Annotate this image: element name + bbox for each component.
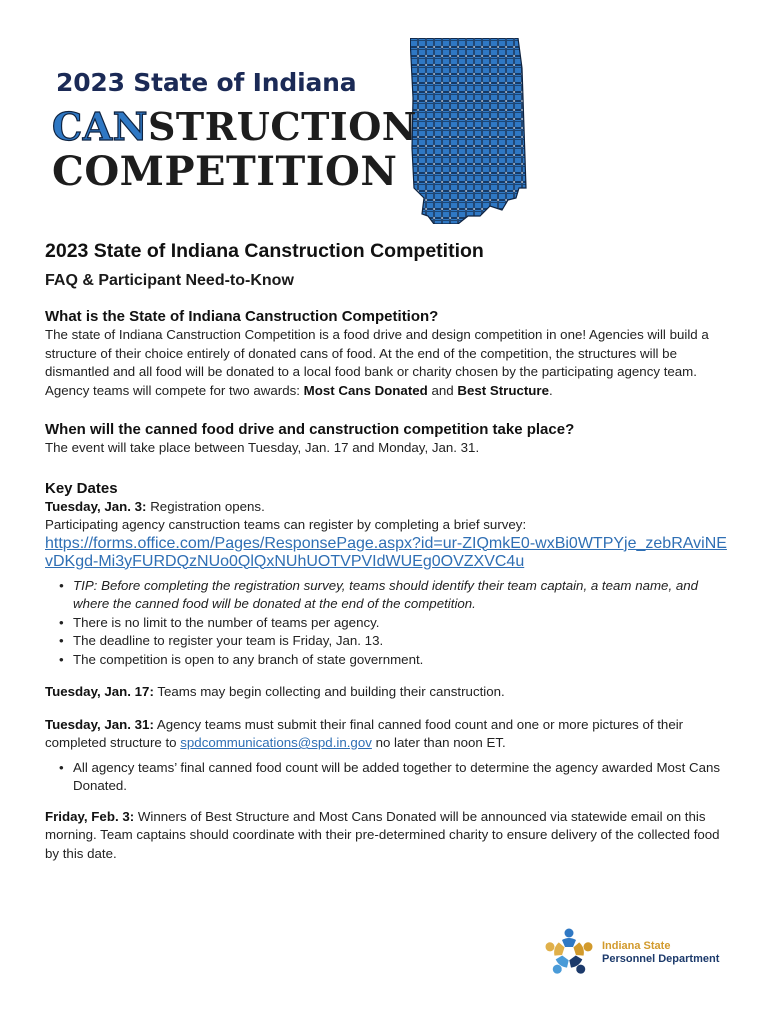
faq-answer-what — [45, 326, 730, 400]
faq-answer-what-text: The state of Indiana Canstruction Competition is a food drive and design competition in one! Agencies will build a structure of their choice entirely of donated cans of food. At the end of the competition, the structures will be dismantled and all food will be donated to a local food bank or charity chosen by the participating agency team. Agency teams will compete for two awards: — [45, 327, 709, 398]
list-item: • TIP: Before completing the registration survey, teams should identify their team captain, a team name, and where the canned food will be donated at the end of the competition. — [59, 577, 730, 614]
key-date-jan17-text: Teams may begin collecting and building their canstruction. — [153, 684, 505, 699]
logo-competition-word: COMPETITION — [52, 148, 398, 195]
award-joiner: and — [427, 382, 458, 398]
logo-struction-word: STRUCTION — [147, 104, 418, 149]
spd-wordmark — [602, 940, 719, 966]
person-figure-gold-2 — [544, 939, 566, 958]
registration-bullets — [59, 577, 730, 670]
list-item: • All agency teams’ final canned food count will be added together to determine the agency awarded Most Cans Donated. — [59, 759, 730, 796]
key-date-jan17-label: Tuesday, Jan. 17: — [45, 684, 154, 699]
document-body — [45, 238, 730, 863]
key-date-jan31 — [45, 716, 730, 753]
spd-wordmark-line2: Personnel Department — [602, 953, 720, 965]
faq-answer-when: The event will take place between Tuesday, Jan. 17 and Monday, Jan. 31. — [45, 440, 480, 455]
award-most-cans: Most Cans Donated — [303, 382, 428, 398]
submission-bullets — [59, 759, 730, 796]
spd-wordmark-line1: Indiana State — [602, 940, 671, 952]
logo-year-title: 2023 State of Indiana — [56, 68, 357, 97]
key-date-jan31-text: Agency teams must submit their final canned food count and one or more pictures of their completed structure to — [45, 716, 684, 750]
page-title: 2023 State of Indiana Canstruction Competition — [45, 240, 484, 262]
key-date-jan3-label: Tuesday, Jan. 3: — [45, 498, 147, 514]
registration-instructions: Participating agency canstruction teams can register by completing a brief survey: — [45, 517, 527, 532]
answer-end-punct: . — [548, 382, 553, 398]
spd-logo — [540, 924, 740, 984]
competition-logo — [50, 38, 530, 228]
list-item: • There is no limit to the number of teams per agency. — [59, 614, 730, 633]
page-subtitle: FAQ & Participant Need-to-Know — [45, 272, 294, 289]
logo-canstruction-word — [52, 104, 417, 149]
award-best-structure: Best Structure — [457, 382, 549, 398]
logo-can-word: CAN — [52, 104, 148, 149]
person-figure-lightblue — [549, 954, 571, 977]
key-date-jan31-label: Tuesday, Jan. 31: — [45, 716, 154, 732]
list-item: • The deadline to register your team is Friday, Jan. 13. — [59, 632, 730, 651]
faq-question-when: When will the canned food drive and canstruction competition take place? — [45, 421, 575, 438]
person-figure-blue — [562, 929, 576, 948]
email-link[interactable]: spdcommunications@spd.in.gov — [180, 735, 372, 750]
indiana-can-map-graphic — [410, 38, 530, 224]
list-item: • The competition is open to any branch of state government. — [59, 651, 730, 670]
key-date-jan3-text: Registration opens. — [146, 498, 265, 514]
people-circle-icon — [540, 924, 598, 982]
key-date-jan17 — [45, 683, 730, 702]
registration-survey-link[interactable]: https://forms.office.com/Pages/ResponsePage.aspx?id=ur-ZIQmkE0-wxBi0WTPYje_zebRAviNEvDKgd-Mi3yFURDQzNUo0QlQxNUhUOTVPVIdWUEg0OVZXVC4u — [45, 534, 727, 570]
person-figure-gold — [573, 939, 595, 958]
faq-question-what: What is the State of Indiana Canstruction Competition? — [45, 308, 439, 325]
key-date-feb3-text: Winners of Best Structure and Most Cans Donated will be announced via statewide email on this morning. Team captains should coordinate with their pre-determined charity to ensure delivery of the collected food by this date. — [45, 808, 720, 861]
person-figure-navy — [567, 954, 589, 977]
key-date-feb3 — [45, 808, 730, 864]
key-date-jan3 — [45, 498, 730, 517]
key-dates-heading: Key Dates — [45, 479, 118, 497]
key-date-feb3-label: Friday, Feb. 3: — [45, 808, 135, 824]
key-date-jan31-text-end: no later than noon ET. — [371, 735, 506, 750]
